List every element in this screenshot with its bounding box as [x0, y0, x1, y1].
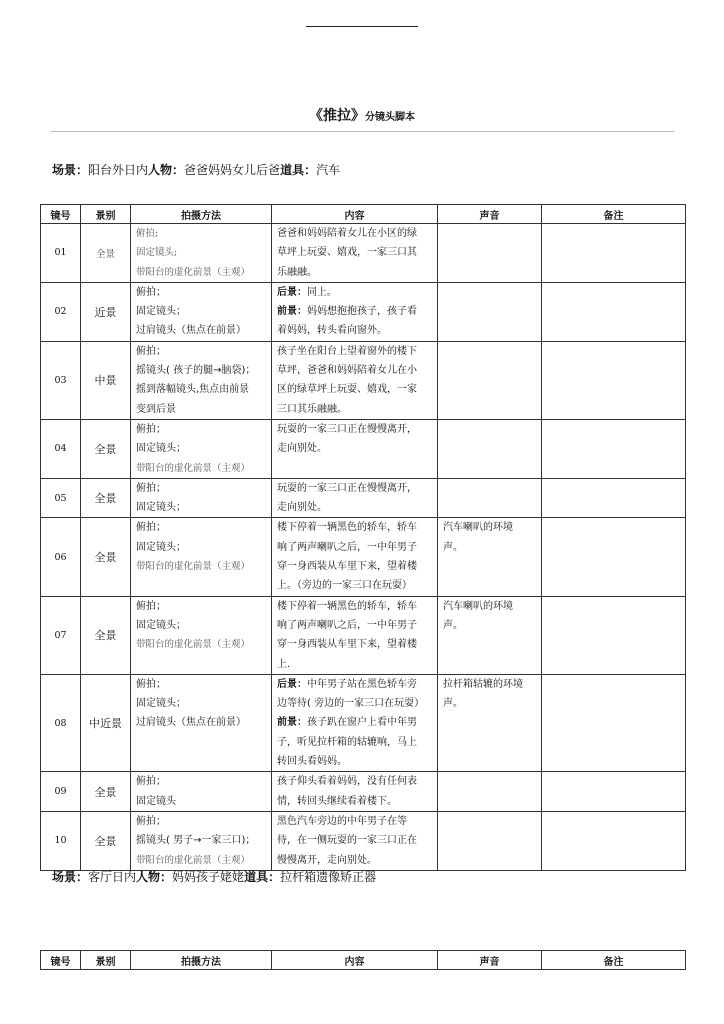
shot-method: 俯拍； 固定镜头: [131, 772, 272, 812]
shot-content: 楼下停着一辆黑色的轿车，轿车 响了两声喇叭之后，一中年男子 穿一身西装从车里下来，望着楼 上.: [272, 596, 438, 674]
people-label: 人物：: [136, 870, 173, 884]
shot-sound: [438, 772, 542, 812]
shot-note: [542, 811, 686, 870]
header-sound: 声音: [438, 205, 542, 224]
shot-sound: [438, 282, 542, 341]
header-shot: 景别: [81, 951, 131, 970]
header-rule: [306, 26, 418, 27]
shot-size: 全景: [81, 478, 131, 518]
shot-size: 全景: [81, 419, 131, 478]
shot-number: 02: [41, 282, 81, 341]
shot-size: 全景: [81, 772, 131, 812]
shot-method: 俯拍; 固定镜头; 带阳台的虚化前景（主观）: [131, 224, 272, 283]
document-title: [0, 105, 724, 125]
shot-number: 10: [41, 811, 81, 870]
header-num: 镜号: [41, 205, 81, 224]
shot-number: 04: [41, 419, 81, 478]
shot-method: 俯拍； 摇镜头( 男子→一家三口)； 带阳台的虚化前景（主观）: [131, 811, 272, 870]
shot-number: 05: [41, 478, 81, 518]
shot-method: 俯拍； 固定镜头； 过肩镜头（焦点在前景）: [131, 282, 272, 341]
shot-note: [542, 674, 686, 771]
table-header-row: [41, 951, 686, 970]
shot-number: 07: [41, 596, 81, 674]
shot-content: 后景：中年男子站在黑色轿车旁 边等待( 旁边的一家三口在玩耍） 前景：孩子趴在窗户上看中年男 子，听见拉杆箱的轱辘响，马上 转回头看妈妈。: [272, 674, 438, 771]
shot-note: [542, 478, 686, 518]
header-note: 备注: [542, 951, 686, 970]
table-row: [41, 282, 686, 341]
scene-label: 场景：: [52, 163, 89, 177]
shot-content: 黑色汽车旁边的中年男子在等 待，在一侧玩耍的一家三口正在 慢慢离开，走向别处。: [272, 811, 438, 870]
shot-sound: 拉杆箱轱辘的环境 声。: [438, 674, 542, 771]
table-row: [41, 596, 686, 674]
shot-number: 01: [41, 224, 81, 283]
shot-content: 孩子坐在阳台上望着窗外的楼下 草坪，爸爸和妈妈陪着女儿在小 区的绿草坪上玩耍、嬉戏，一家 三口其乐融融。: [272, 341, 438, 419]
shot-size: 中近景: [81, 674, 131, 771]
shot-note: [542, 772, 686, 812]
scene-label: 场景：: [52, 870, 89, 884]
shot-method: 俯拍； 固定镜头； 过肩镜头（焦点在前景）: [131, 674, 272, 771]
shot-content: 楼下停着一辆黑色的轿车，轿车 响了两声喇叭之后，一中年男子 穿一身西装从车里下来，望着楼 上。（旁边的一家三口在玩耍）: [272, 518, 438, 596]
header-content: 内容: [272, 205, 438, 224]
scene-info-2: [52, 868, 376, 885]
table-header-row: [41, 205, 686, 224]
title-bracket-right: 》: [351, 108, 365, 124]
shot-size: 全景: [81, 596, 131, 674]
title-bracket-left: 《: [309, 108, 323, 124]
shot-content: 玩耍的一家三口正在慢慢离开， 走向别处。: [272, 478, 438, 518]
table-row: [41, 674, 686, 771]
header-shot: 景别: [81, 205, 131, 224]
shot-sound: [438, 224, 542, 283]
shot-method: 俯拍； 固定镜头； 带阳台的虚化前景（主观）: [131, 596, 272, 674]
shot-number: 03: [41, 341, 81, 419]
shot-sound: [438, 419, 542, 478]
table-row: [41, 419, 686, 478]
shot-sound: [438, 811, 542, 870]
shot-sound: 汽车喇叭的环境 声。: [438, 596, 542, 674]
shot-note: [542, 282, 686, 341]
header-num: 镜号: [41, 951, 81, 970]
table-row: [41, 518, 686, 596]
title-suffix: 分镜头脚本: [365, 112, 415, 123]
header-content: 内容: [272, 951, 438, 970]
header-sound: 声音: [438, 951, 542, 970]
shot-method: 俯拍； 固定镜头； 带阳台的虚化前景（主观）: [131, 518, 272, 596]
scene-info-1: [52, 161, 340, 178]
shot-size: 全景: [81, 518, 131, 596]
shot-size: 全景: [81, 811, 131, 870]
shot-note: [542, 341, 686, 419]
shot-sound: [438, 341, 542, 419]
props-value: 汽车: [316, 163, 341, 177]
shot-note: [542, 224, 686, 283]
people-value: 妈妈孩子姥姥: [172, 870, 245, 884]
props-value: 拉杆箱遗像矫正器: [280, 870, 377, 884]
props-label: 道具：: [280, 163, 317, 177]
people-value: 爸爸妈妈女儿后爸: [184, 163, 281, 177]
shot-note: [542, 596, 686, 674]
shot-table-2: [40, 950, 686, 970]
title-divider: [50, 131, 674, 132]
scene-value: 客厅日内: [88, 870, 137, 884]
shot-size: 中景: [81, 341, 131, 419]
table-row: [41, 341, 686, 419]
shot-number: 08: [41, 674, 81, 771]
shot-note: [542, 419, 686, 478]
header-note: 备注: [542, 205, 686, 224]
shot-size: 全景: [81, 224, 131, 283]
shot-sound: 汽车喇叭的环境 声。: [438, 518, 542, 596]
table-row: [41, 478, 686, 518]
shot-content: 孩子仰头看着妈妈，没有任何表 情，转回头继续看着楼下。: [272, 772, 438, 812]
table-row: [41, 224, 686, 283]
shot-content: 爸爸和妈妈陪着女儿在小区的绿 草坪上玩耍、嬉戏，一家三口其 乐融融。: [272, 224, 438, 283]
shot-size: 近景: [81, 282, 131, 341]
shot-content: 玩耍的一家三口正在慢慢离开， 走向别处。: [272, 419, 438, 478]
shot-note: [542, 518, 686, 596]
shot-content: 后景：同上。 前景：妈妈想抱抱孩子，孩子看 着妈妈，转头看向窗外。: [272, 282, 438, 341]
table-row: [41, 772, 686, 812]
shot-number: 06: [41, 518, 81, 596]
props-label: 道具：: [244, 870, 281, 884]
shot-table: [40, 204, 686, 871]
header-method: 拍摄方法: [131, 951, 272, 970]
shot-method: 俯拍； 固定镜头；: [131, 478, 272, 518]
header-method: 拍摄方法: [131, 205, 272, 224]
title-name: 推拉: [323, 108, 351, 124]
shot-method: 俯拍； 摇镜头( 孩子的腿→脑袋)； 摇到落幅镜头,焦点由前景 变到后景: [131, 341, 272, 419]
shot-sound: [438, 478, 542, 518]
shot-method: 俯拍； 固定镜头； 带阳台的虚化前景（主观）: [131, 419, 272, 478]
scene-value: 阳台外日内: [88, 163, 149, 177]
people-label: 人物：: [148, 163, 185, 177]
shot-number: 09: [41, 772, 81, 812]
table-row: [41, 811, 686, 870]
